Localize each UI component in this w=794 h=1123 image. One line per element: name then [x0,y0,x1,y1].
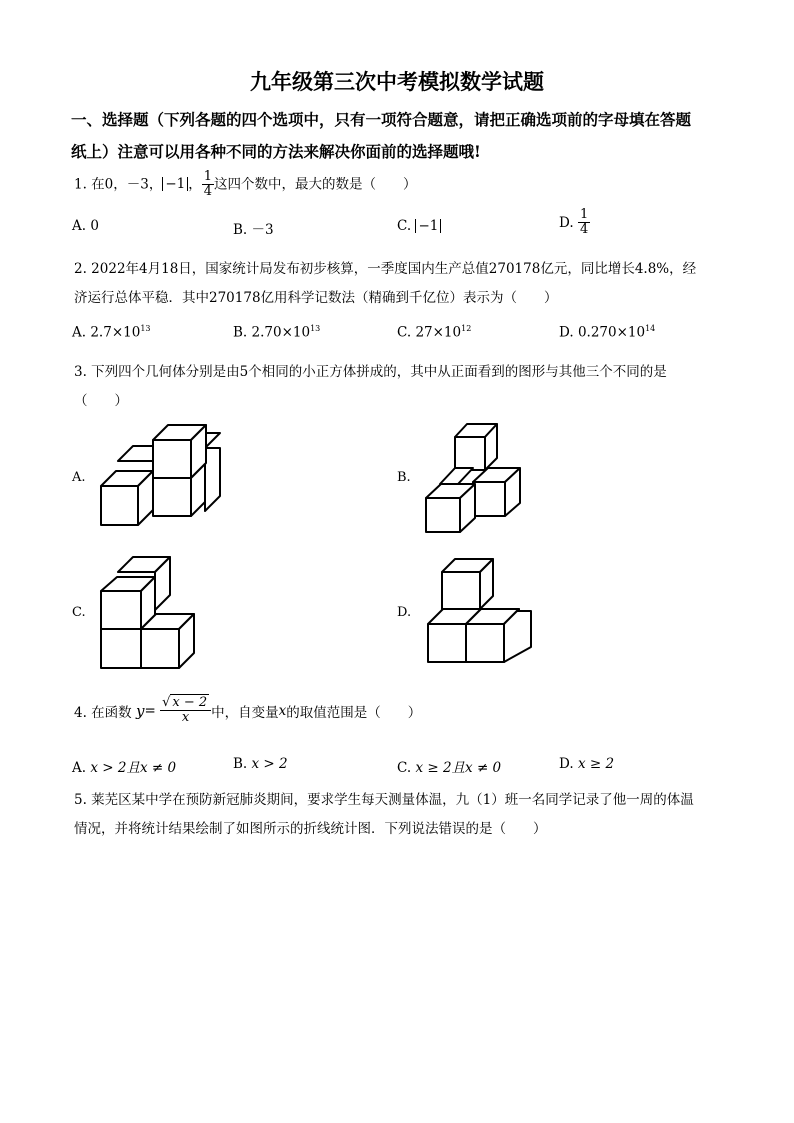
q4-eq: = [144,702,156,719]
q1-frac-num: 1 [203,169,213,184]
q4-option-b: B. x > 2 [233,756,288,772]
q3-label-d: D. [397,605,412,620]
q4-y: y [135,701,145,720]
q4-den: x [181,710,190,726]
q1-comma: ， [188,176,202,193]
q4-suffix-b: 的取值范围是（ ） [286,704,422,721]
q1-option-d: D. $\frac{1}{4}$ [559,207,589,238]
q1-option-b: B. －3 [233,222,274,238]
q1-frac-den: 4 [203,184,213,200]
figure-c [101,557,194,668]
q4-suffix-a: 中，自变量 [211,704,279,721]
q1-prefix: 1. 在0，－3， [74,176,163,193]
figure-d [428,559,531,662]
q1-abs-value: −1 [162,177,188,191]
figure-b [426,424,520,532]
q4-var: x [278,702,287,719]
q1-option-a: A. 0 [72,218,99,234]
q3-label-b: B. [397,470,411,485]
q2-option-b: B. $2.70\times 10^{13}$ [233,324,321,341]
question-3-line-2: （ ） [74,393,128,409]
q2-option-a: A. $2.7\times 10^{13}$ [72,324,151,341]
q4-option-c: C. x ≥ 2且x ≠ 0 [397,760,502,776]
question-5-line-1: 5. 莱芜区某中学在预防新冠肺炎期间，要求学生每天测量体温，九（1）班一名同学记录了他一周的体温 [74,792,694,808]
question-2-line-2: 济运行总体平稳．其中270178亿用科学记数法（精确到千亿位）表示为（ ） [74,290,558,306]
q4-option-a: A. x > 2且x ≠ 0 [72,760,177,776]
q4-option-d: D. x ≥ 2 [559,756,615,772]
question-2-line-1: 2. 2022年4月18日，国家统计局发布初步核算，一季度国内生产总值270178亿元，同比增长4.8%，经 [74,261,697,277]
section-heading-line-2: 纸上）注意可以用各种不同的方法来解决你面前的选择题哦! [71,142,481,161]
q3-label-c: C. [72,605,86,620]
q4-prefix: 4. 在函数 [74,704,132,721]
q2-option-c: C. $27\times 10^{12}$ [397,324,472,341]
figure-a [101,425,220,525]
section-heading-line-1: 一、选择题（下列各题的四个选项中，只有一项符合题意，请把正确选项前的字母填在答题 [71,110,692,129]
question-3-line-1: 3. 下列四个几何体分别是由5个相同的小正方体拼成的，其中从正面看到的图形与其他三个不同的是 [74,364,667,380]
question-5-line-2: 情况，并将统计结果绘制了如图所示的折线统计图．下列说法错误的是（ ） [74,821,547,837]
q1-suffix: 这四个数中，最大的数是（ ） [214,176,417,193]
q4-fraction: $\frac{√ x - 2}{x}$ [160,696,211,726]
q4-radicand: x − 2 [172,695,208,710]
q1-option-c: C. −1 [397,218,441,234]
page-title: 九年级第三次中考模拟数学试题 [250,69,544,94]
q3-label-a: A. [72,470,86,485]
q2-option-d: D. $0.270\times 10^{14}$ [559,324,656,341]
question-4 [74,696,421,726]
